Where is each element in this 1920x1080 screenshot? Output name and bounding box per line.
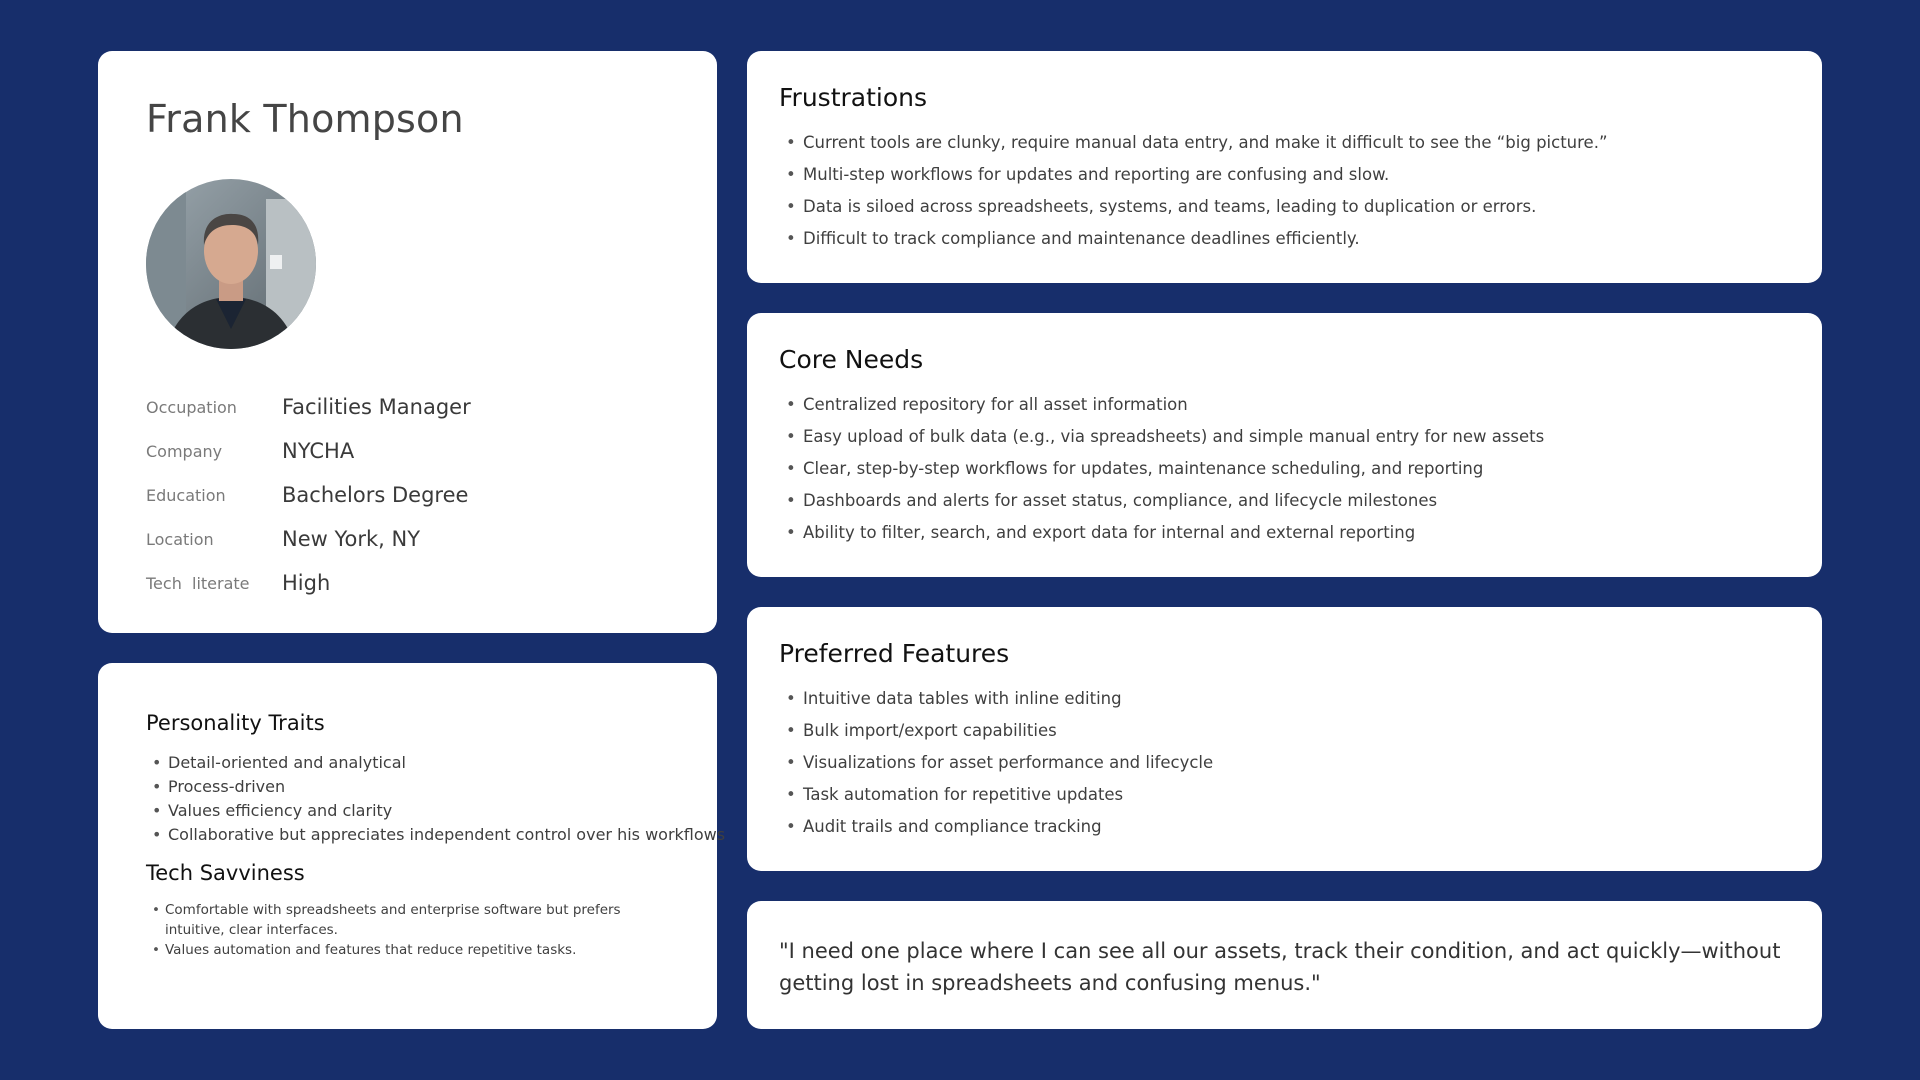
attribute-value: Bachelors Degree xyxy=(282,483,469,507)
tech-savviness-heading: Tech Savviness xyxy=(146,861,305,885)
list-item: • Detail-oriented and analytical xyxy=(152,751,712,775)
attribute-value: High xyxy=(282,571,331,595)
attribute-value: Facilities Manager xyxy=(282,395,471,419)
attribute-label: Tech literate xyxy=(146,573,250,593)
attribute-row xyxy=(146,429,686,473)
list-item: • Data is siloed across spreadsheets, systems, and teams, leading to duplication or errors. xyxy=(786,191,1786,223)
list-item: • Values automation and features that reduce repetitive tasks. xyxy=(152,940,672,960)
attribute-label: Education xyxy=(146,485,226,505)
attribute-row xyxy=(146,473,686,517)
persona-quote: "I need one place where I can see all our assets, track their condition, and act quickly—without getting lost in spreadsheets and confusing menus." xyxy=(779,939,1781,995)
list-item: • Multi-step workflows for updates and reporting are confusing and slow. xyxy=(786,159,1786,191)
attribute-value: New York, NY xyxy=(282,527,421,551)
attribute-row xyxy=(146,385,686,429)
list-item: • Task automation for repetitive updates xyxy=(786,779,1786,811)
list-item: • Bulk import/export capabilities xyxy=(786,715,1786,747)
list-item: • Audit trails and compliance tracking xyxy=(786,811,1786,843)
list-item: • Dashboards and alerts for asset status, compliance, and lifecycle milestones xyxy=(786,485,1786,517)
preferred-features-card xyxy=(747,607,1822,871)
core-needs-list xyxy=(786,389,1786,549)
attribute-row xyxy=(146,561,686,605)
avatar xyxy=(146,179,316,349)
list-item: • Ability to filter, search, and export data for internal and external reporting xyxy=(786,517,1786,549)
preferred-features-list xyxy=(786,683,1786,843)
list-item: • Visualizations for asset performance and lifecycle xyxy=(786,747,1786,779)
attribute-list xyxy=(146,385,686,605)
list-item: • Current tools are clunky, require manual data entry, and make it difficult to see the “big picture.” xyxy=(786,127,1786,159)
list-item: • Process-driven xyxy=(152,775,712,799)
list-item: • Collaborative but appreciates independent control over his workflows xyxy=(152,823,712,847)
core-needs-heading: Core Needs xyxy=(779,345,924,374)
avatar-photo-icon xyxy=(146,179,316,349)
list-item: • Clear, step-by-step workflows for updates, maintenance scheduling, and reporting xyxy=(786,453,1786,485)
profile-card xyxy=(98,51,717,633)
tech-savviness-list xyxy=(152,900,672,960)
attribute-label: Company xyxy=(146,441,223,461)
list-item: • Centralized repository for all asset information xyxy=(786,389,1786,421)
attribute-row xyxy=(146,517,686,561)
preferred-features-heading: Preferred Features xyxy=(779,639,1010,668)
list-item: • Comfortable with spreadsheets and enterprise software but prefers intuitive, clear interfaces. xyxy=(152,900,672,940)
attribute-value: NYCHA xyxy=(282,439,355,463)
frustrations-card xyxy=(747,51,1822,283)
core-needs-card xyxy=(747,313,1822,577)
frustrations-list xyxy=(786,127,1786,255)
list-item: • Difficult to track compliance and maintenance deadlines efficiently. xyxy=(786,223,1786,255)
list-item: • Values efficiency and clarity xyxy=(152,799,712,823)
personality-traits-list xyxy=(152,751,726,847)
traits-card xyxy=(98,663,726,1029)
list-item: • Intuitive data tables with inline editing xyxy=(786,683,1786,715)
quote-card xyxy=(747,901,1822,1029)
personality-traits-heading: Personality Traits xyxy=(146,711,325,735)
persona-name: Frank Thompson xyxy=(146,97,464,141)
list-item: • Easy upload of bulk data (e.g., via spreadsheets) and simple manual entry for new assets xyxy=(786,421,1786,453)
attribute-label: Location xyxy=(146,529,214,549)
frustrations-heading: Frustrations xyxy=(779,83,928,112)
attribute-label: Occupation xyxy=(146,397,237,417)
